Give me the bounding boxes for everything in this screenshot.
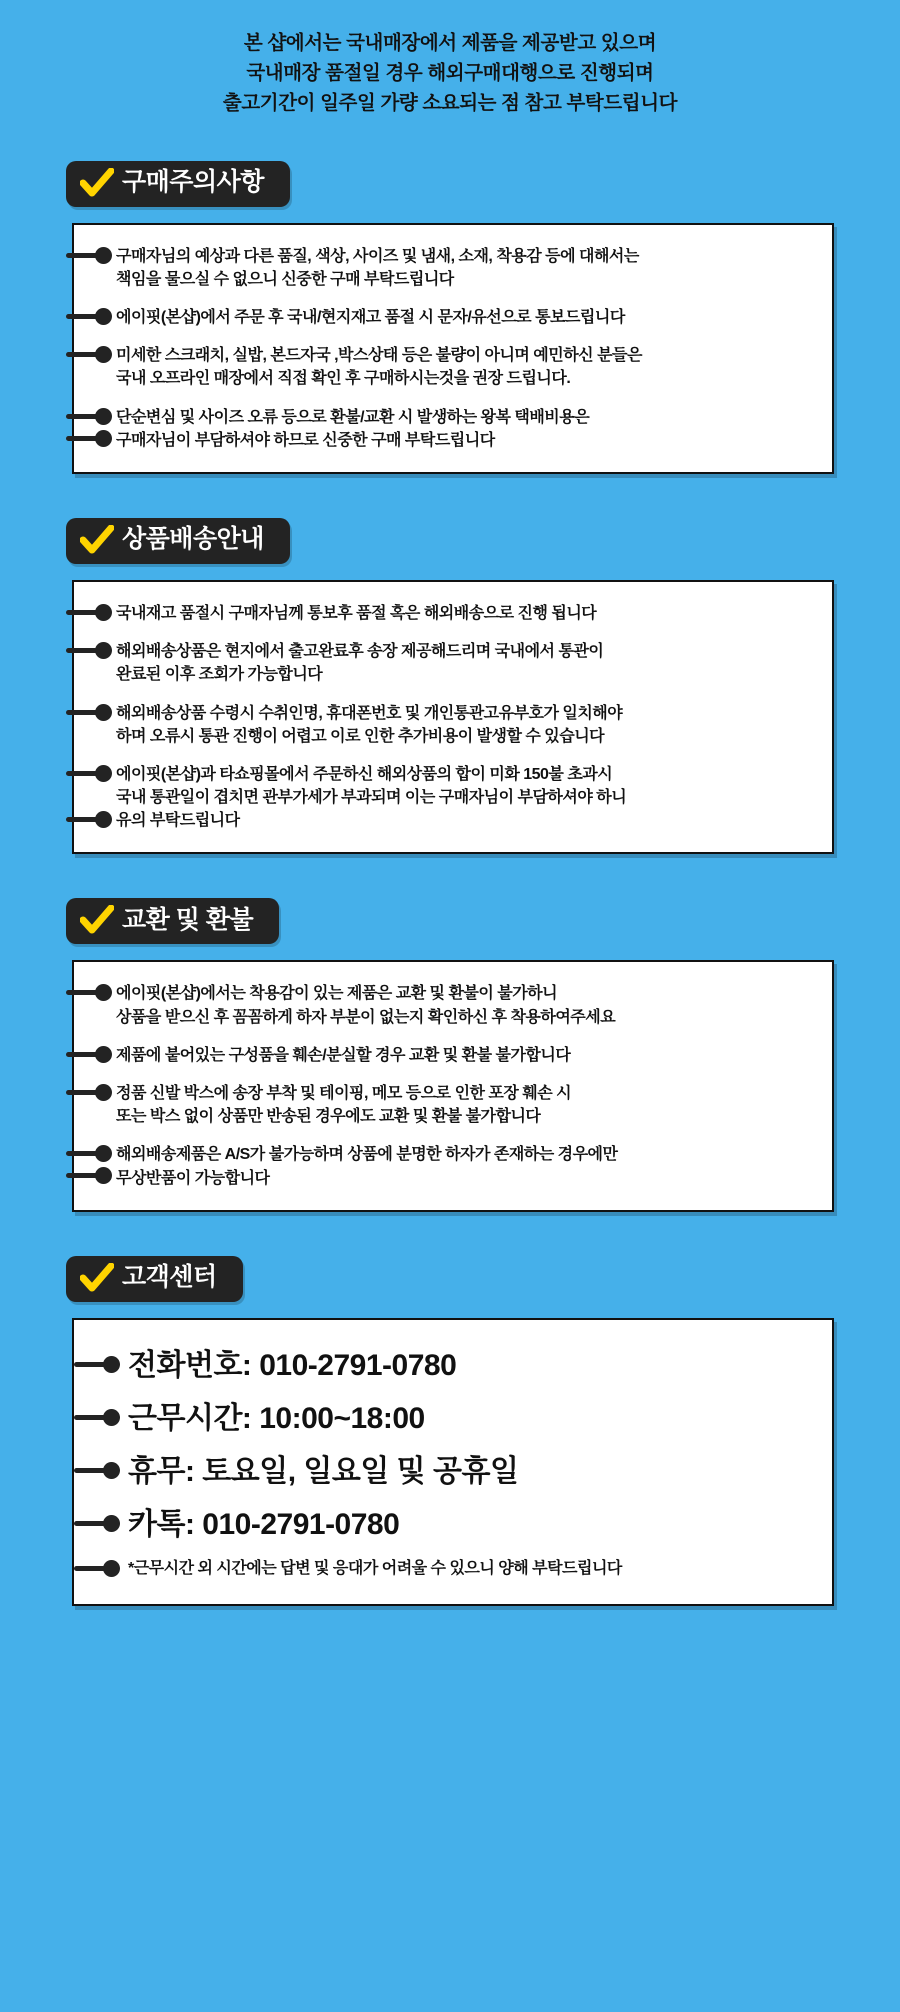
section-header [66,518,900,564]
list-item-line: 또는 박스 없이 상품만 반송된 경우에도 교환 및 환불 불가합니다 [116,1108,541,1126]
bullet-pin-icon [66,430,112,447]
customer-center-card [72,1318,834,1606]
bullet-pin-icon [74,1560,120,1577]
list-item [108,702,810,748]
list-item [108,640,810,686]
bullet-pin-icon [66,765,112,782]
top-notice-line-1: 본 샵에서는 국내매장에서 제품을 제공받고 있으며 [243,32,657,54]
list-item-line: 국내 통관일이 겹치면 관부가세가 부과되며 이는 구매자님이 부담하셔야 하니 [116,789,627,807]
list-item-line: 책임을 물으실 수 없으니 신중한 구매 부탁드립니다 [116,270,454,288]
bullet-pin-icon [66,1084,112,1101]
section-title: 교환 및 환불 [122,905,254,934]
check-icon [80,905,114,935]
list-item-line: 해외배송상품은 현지에서 출고완료후 송장 제공해드리며 국내에서 통관이 [116,643,604,661]
section-card [72,580,834,855]
section-title-pill [66,1256,243,1302]
bullet-pin-icon [66,642,112,659]
working-hours: 근무시간: 10:00~18:00 [128,1401,425,1435]
kakao-row [120,1505,810,1544]
section-header [66,1256,900,1302]
list-item-line: 국내 오프라인 매장에서 직접 확인 후 구매하시는것을 권장 드립니다. [116,370,571,388]
list-item-line: 에이핏(본샵)과 타쇼핑몰에서 주문하신 해외상품의 합이 미화 150불 초과시 [116,765,613,783]
list-item-line: 완료된 이후 조회가 가능합니다 [116,666,323,684]
bullet-pin-icon [74,1515,120,1532]
section-header [66,898,900,944]
after-hours-note-row [120,1558,810,1580]
bullet-pin-icon [66,811,112,828]
bullet-pin-icon [66,1167,112,1184]
list-item-line: 해외배송제품은 A/S가 불가능하며 상품에 분명한 하자가 존재하는 경우에만 [116,1146,618,1164]
list-item-line: 국내재고 품절시 구매자님께 통보후 품절 혹은 해외배송으로 진행 됩니다 [116,604,597,622]
list-item-line: 상품을 받으신 후 꼼꼼하게 하자 부분이 없는지 확인하신 후 착용하여주세요 [116,1008,616,1026]
top-notice [0,18,900,125]
section-card [72,223,834,474]
bullet-list [108,982,810,1189]
top-notice-line-2: 국내매장 품절일 경우 해외구매대행으로 진행되며 [246,62,654,85]
bullet-pin-icon [74,1409,120,1426]
working-hours-row [120,1399,810,1438]
holiday-info: 휴무: 토요일, 일요일 및 공휴일 [128,1454,519,1488]
section-exchange-refund [0,898,900,1211]
check-icon [80,168,114,198]
section-header [66,161,900,207]
list-item [108,763,810,833]
bullet-pin-icon [66,247,112,264]
section-title-pill [66,161,290,207]
bullet-pin-icon [66,308,112,325]
list-item-line: 하며 오류시 통관 진행이 어렵고 이로 인한 추가비용이 발생할 수 있습니다 [116,727,605,745]
check-icon [80,525,114,555]
list-item [108,1082,810,1128]
bullet-pin-icon [66,346,112,363]
list-item-line: 유의 부탁드립니다 [116,812,240,830]
bullet-pin-icon [66,1145,112,1162]
bullet-pin-icon [74,1462,120,1479]
list-item-line: 단순변심 및 사이즈 오류 등으로 환불/교환 시 발생하는 왕복 택배비용은 [116,408,590,426]
bullet-pin-icon [66,1046,112,1063]
list-item [108,982,810,1028]
section-title: 고객센터 [122,1263,217,1292]
list-item-line: 해외배송상품 수령시 수취인명, 휴대폰번호 및 개인통관고유부호가 일치해야 [116,704,623,722]
list-item [108,406,810,452]
bullet-pin-icon [66,408,112,425]
list-item [108,306,810,329]
section-shipping-guide [0,518,900,855]
bullet-pin-icon [66,984,112,1001]
list-item-line: 미세한 스크래치, 실밥, 본드자국 ,박스상태 등은 불량이 아니며 예민하신 분들은 [116,347,642,365]
section-title-pill [66,518,290,564]
list-item [108,602,810,625]
list-item-line: 구매자님의 예상과 다른 품질, 색상, 사이즈 및 냄새, 소재, 착용감 등에 대해서는 [116,247,639,265]
section-card [72,960,834,1211]
list-item-line: 구매자님이 부담하셔야 하므로 신중한 구매 부탁드립니다 [116,431,495,449]
list-item-line: 무상반품이 가능합니다 [116,1169,270,1187]
list-item [108,344,810,390]
kakao-contact: 카톡: 010-2791-0780 [128,1507,400,1541]
bullet-pin-icon [66,704,112,721]
bullet-list [108,245,810,452]
bullet-pin-icon [74,1356,120,1373]
check-icon [80,1263,114,1293]
bullet-pin-icon [66,604,112,621]
section-title: 상품배송안내 [122,525,264,554]
list-item [108,1044,810,1067]
list-item-line: 정품 신발 박스에 송장 부착 및 테이핑, 메모 등으로 인한 포장 훼손 시 [116,1085,572,1103]
section-purchase-notice [0,161,900,474]
contact-phone-row [120,1346,810,1385]
after-hours-note: *근무시간 외 시간에는 답변 및 응대가 어려울 수 있으니 양해 부탁드립니다 [128,1559,622,1577]
section-customer-center [0,1256,900,1606]
section-title: 구매주의사항 [122,168,264,197]
list-item [108,1143,810,1189]
section-title-pill [66,898,279,944]
top-notice-line-3: 출고기간이 일주일 가량 소요되는 점 참고 부탁드립니다 [222,92,678,115]
bullet-list [108,602,810,833]
list-item-line: 제품에 붙어있는 구성품을 훼손/분실할 경우 교환 및 환불 불가합니다 [116,1046,571,1064]
holiday-row [120,1452,810,1491]
contact-phone: 전화번호: 010-2791-0780 [128,1348,457,1382]
list-item-line: 에이핏(본샵)에서는 착용감이 있는 제품은 교환 및 환불이 불가하니 [116,985,558,1003]
list-item-line: 에이핏(본샵)에서 주문 후 국내/현지재고 품절 시 문자/유선으로 통보드립니다 [116,309,625,327]
list-item [108,245,810,291]
